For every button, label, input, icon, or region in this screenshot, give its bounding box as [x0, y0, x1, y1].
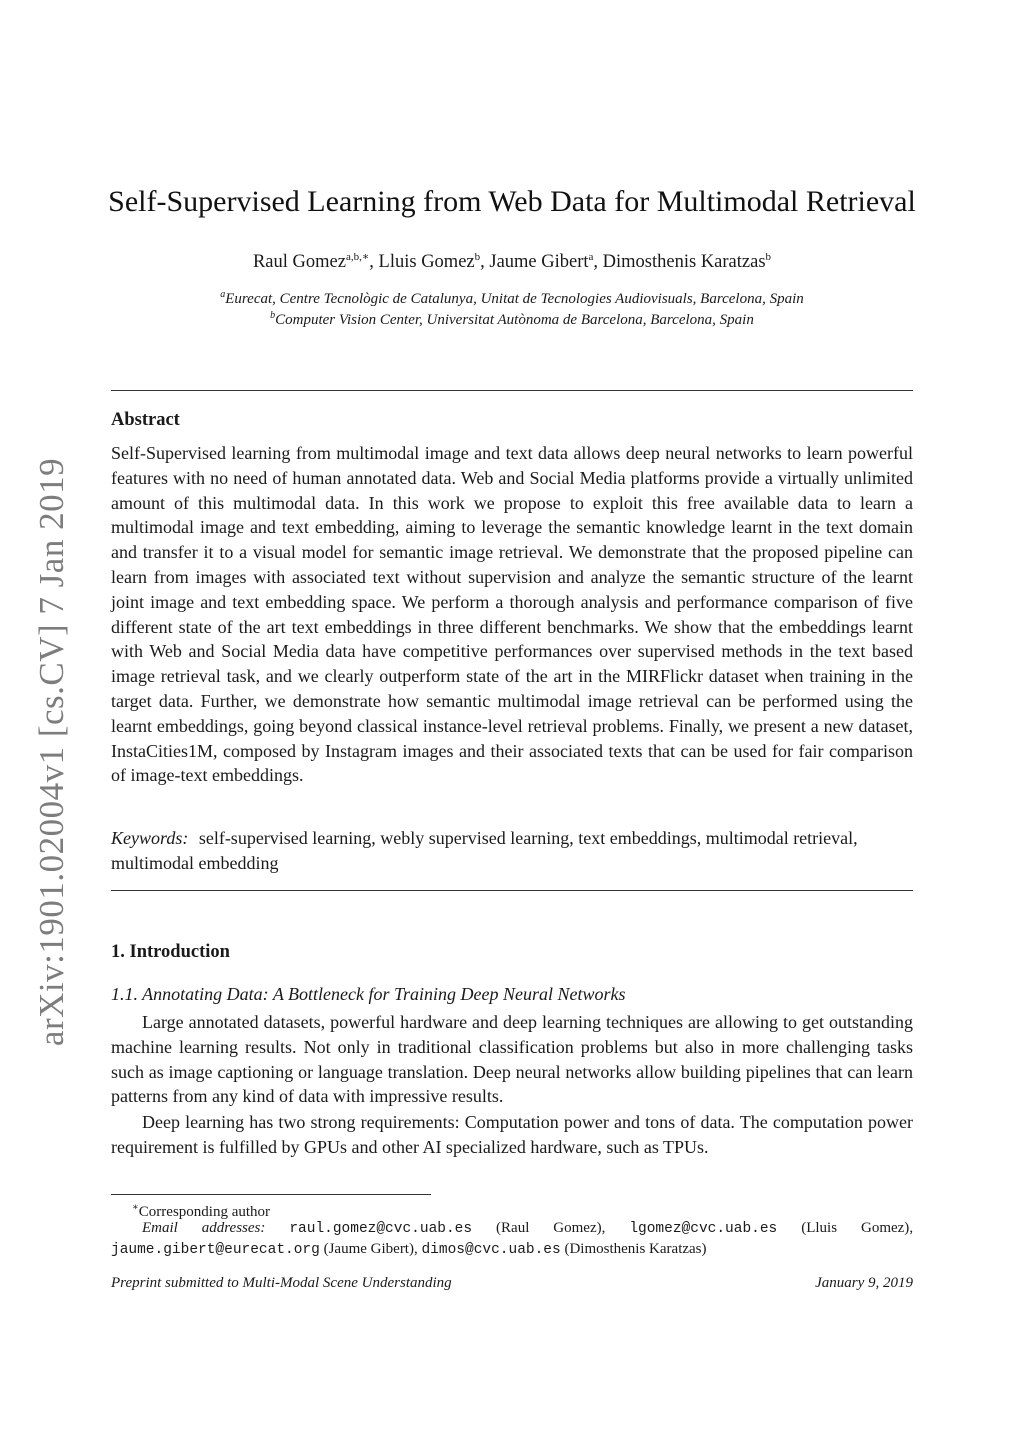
email-owner: (Jaume Gibert) — [323, 1241, 414, 1257]
author-affil-mark: a — [588, 250, 594, 263]
email-owner: (Lluis Gomez) — [801, 1220, 910, 1236]
affiliation-text: Eurecat, Centre Tecnològic de Catalunya, Unitat de Tecnologies Audiovisuals, Barcelona, Spain — [225, 291, 804, 307]
affiliation-mark: a — [220, 289, 226, 300]
author-affil-mark: a,b,∗ — [345, 250, 370, 263]
paper-title: Self-Supervised Learning from Web Data for Multimodal Retrieval — [108, 185, 916, 218]
email-separator: , — [601, 1220, 630, 1236]
author-list — [0, 249, 1024, 275]
footnote-rule — [111, 1194, 431, 1195]
author-separator: , — [480, 252, 490, 272]
footer-date: January 9, 2019 — [815, 1275, 913, 1291]
email-label: Email addresses: — [142, 1220, 266, 1236]
email-separator: , — [413, 1241, 422, 1257]
author-separator: , — [369, 252, 379, 272]
email-link[interactable]: raul.gomez@cvc.uab.es — [289, 1221, 473, 1237]
email-link[interactable]: jaume.gibert@eurecat.org — [111, 1242, 320, 1258]
affiliation-a — [0, 288, 1024, 310]
footer-preprint-note: Preprint submitted to Multi-Modal Scene Understanding — [111, 1275, 452, 1291]
affiliation-b — [0, 309, 1024, 331]
author-separator: , — [593, 252, 603, 272]
keywords-label: Keywords: — [111, 828, 189, 848]
author-name: Lluis Gomez — [378, 252, 475, 272]
body-paragraph: Deep learning has two strong requirements: Computation power and tons of data. The computation power requirement is fulfilled by GPUs and other AI specialized hardware, such as TPUs. — [111, 1112, 913, 1157]
abstract-bottom-rule — [111, 890, 913, 891]
abstract-text: Self-Supervised learning from multimodal image and text data allows deep neural networks to learn powerful features with no need of human annotated data. Web and Social Media platforms provide a virtually unlimited amount of this multimodal data. In this work we propose to exploit this free available data to learn a multimodal image and text embedding, aiming to leverage the semantic knowledge learnt in the text domain and transfer it to a visual model for semantic image retrieval. We demonstrate that the proposed pipeline can learn from images with associated text without supervision and analyze the semantic structure of the learnt joint image and text embedding space. We perform a thorough analysis and performance comparison of five different state of the art text embeddings in three different benchmarks. We show that the embeddings learnt with Web and Social Media data have competitive performances over supervised methods in the text based image retrieval task, and we clearly outperform state of the art in the MIRFlickr dataset when training in the target data. Further, we demonstrate how semantic multimodal image retrieval can be performed using the learnt embeddings, going beyond classical instance-level retrieval problems. Finally, we present a new dataset, InstaCities1M, composed by Instagram images and their associated texts that can be used for fair comparison of image-text embeddings. — [111, 443, 913, 786]
abstract-heading: Abstract — [111, 410, 180, 430]
arxiv-side-stamp: arXiv:1901.02004v1 [cs.CV] 7 Jan 2019 — [32, 457, 71, 1047]
author-name: Dimosthenis Karatzas — [602, 252, 766, 272]
section-heading-introduction: 1. Introduction — [111, 942, 230, 962]
email-owner: (Dimosthenis Karatzas) — [564, 1241, 707, 1257]
email-link[interactable]: lgomez@cvc.uab.es — [629, 1221, 778, 1237]
footnote-emails — [111, 1218, 913, 1260]
author-affil-mark: b — [474, 250, 481, 263]
keywords — [111, 826, 913, 876]
abstract-top-rule — [111, 390, 913, 391]
author-name: Jaume Gibert — [489, 252, 589, 272]
email-link[interactable]: dimos@cvc.uab.es — [421, 1242, 561, 1258]
footnote-corresponding-text: Corresponding author — [138, 1204, 271, 1220]
body-paragraph: Large annotated datasets, powerful hardware and deep learning techniques are allowing to get outstanding machine learning results. Not only in traditional classification problems but also in more challenging tasks such as image captioning or language translation. Deep neural networks allow building pipelines that can learn patterns from any kind of data with impressive results. — [111, 1012, 913, 1107]
affiliation-text: Computer Vision Center, Universitat Autònoma de Barcelona, Barcelona, Spain — [275, 312, 754, 328]
subsection-heading: 1.1. Annotating Data: A Bottleneck for Training Deep Neural Networks — [111, 984, 626, 1004]
keywords-text: self-supervised learning, webly supervised learning, text embeddings, multimodal retrieval, multimodal embedding — [111, 828, 858, 873]
affiliation-mark: b — [270, 310, 276, 321]
footnote-mark: ∗ — [132, 1202, 139, 1213]
author-name: Raul Gomez — [252, 252, 346, 272]
author-affil-mark: b — [765, 250, 772, 263]
email-separator: , — [909, 1220, 914, 1236]
email-owner: (Raul Gomez) — [496, 1220, 602, 1236]
